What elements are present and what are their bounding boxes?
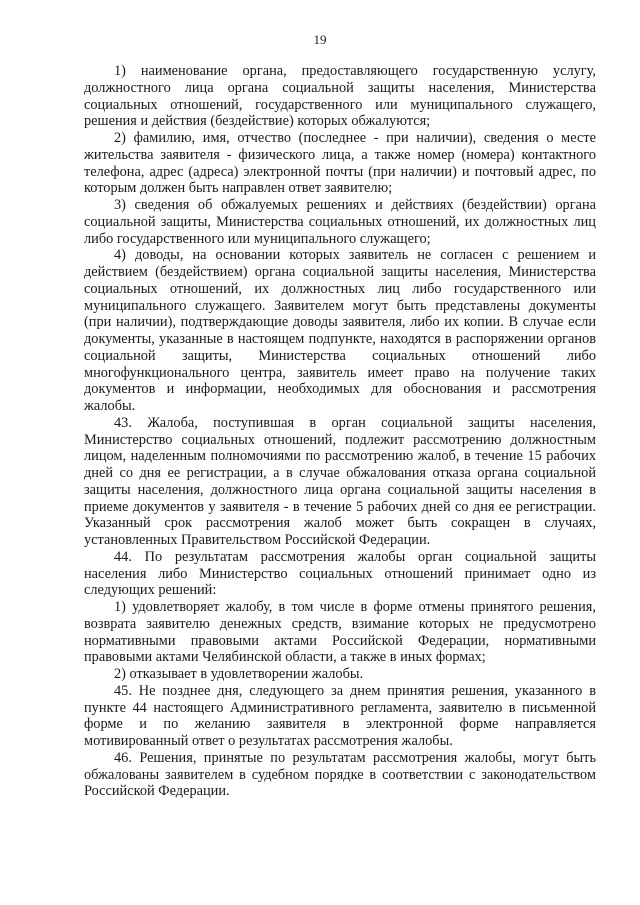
paragraph-43-review-term: 43. Жалоба, поступившая в орган социальной защиты населения, Министерство социальных отношений, подлежит рассмотрению должностным лицом, наделенным полномочиями по рассмотрению жалоб, в течение 15 рабочих дней со дня ее регистрации, а в случае обжалования отказа органа социальной защиты населения, должностного лица органа социальной защиты населения в приеме документов у заявителя - в течение 5 рабочих дней со дня ее регистрации. Указанный срок рассмотрения жалоб может быть сокращен в случаях, установленных Правительством Российской Федерации.	[84, 414, 596, 548]
paragraph-44-2-refuse: 2) отказывает в удовлетворении жалобы.	[114, 666, 364, 682]
paragraph-4-arguments: 4) доводы, на основании которых заявитель не согласен с решением и действием (бездействием) органа социальной защиты населения, Министерства социальных отношений, их должностных лиц либо государственного или муниципального служащего. Заявителем могут быть представлены документы (при наличии), подтверждающие доводы заявителя, либо их копии. В случае если документы, указанные в настоящем подпункте, находятся в распоряжении органов социальной защиты, Министерства социальных отношений либо многофункционального центра, заявитель имеет право на получение таких документов и информации, необходимых для обоснования и рассмотрения жалобы.	[84, 247, 596, 414]
paragraph-1-authority: 1) наименование органа, предоставляющего государственную услугу, должностного лица органа социальной защиты населения, Министерства социальных отношений, государственного или муниципального служащего, решения и действия (бездействие) которых обжалуются;	[84, 63, 596, 130]
page-number: 19	[313, 32, 327, 47]
paragraph-45-response: 45. Не позднее дня, следующего за днем принятия решения, указанного в пункте 44 настоящего Административного регламента, заявителю в письменной форме и по желанию заявителя в электронной форме направляется мотивированный ответ о результатах рассмотрения жалобы.	[84, 682, 596, 749]
paragraph-44-decisions: 44. По результатам рассмотрения жалобы орган социальной защиты населения либо Министерство социальных отношений принимает одно из следующих решений:	[84, 548, 596, 599]
paragraph-2-applicant-info: 2) фамилию, имя, отчество (последнее - при наличии), сведения о месте жительства заявителя - физического лица, а также номер (номера) контактного телефона, адрес (адреса) электронной почты (при наличии) и почтовый адрес, по которым должен быть направлен ответ заявителю;	[84, 130, 596, 197]
paragraph-44-1-satisfy: 1) удовлетворяет жалобу, в том числе в форме отмены принятого решения, возврата заявителю денежных средств, взимание которых не предусмотрено нормативными правовыми актами Российской Федерации, нормативными правовыми актами Челябинской области, а также в иных формах;	[84, 599, 596, 666]
paragraph-46-court-appeal: 46. Решения, принятые по результатам рассмотрения жалобы, могут быть обжалованы заявителем в судебном порядке в соответствии с законодательством Российской Федерации.	[84, 749, 596, 800]
document-body	[84, 63, 596, 800]
paragraph-3-appealed-decisions: 3) сведения об обжалуемых решениях и действиях (бездействии) органа социальной защиты, Министерства социальных отношений, их должностных лиц либо государственного или муниципального служащего;	[84, 197, 596, 247]
